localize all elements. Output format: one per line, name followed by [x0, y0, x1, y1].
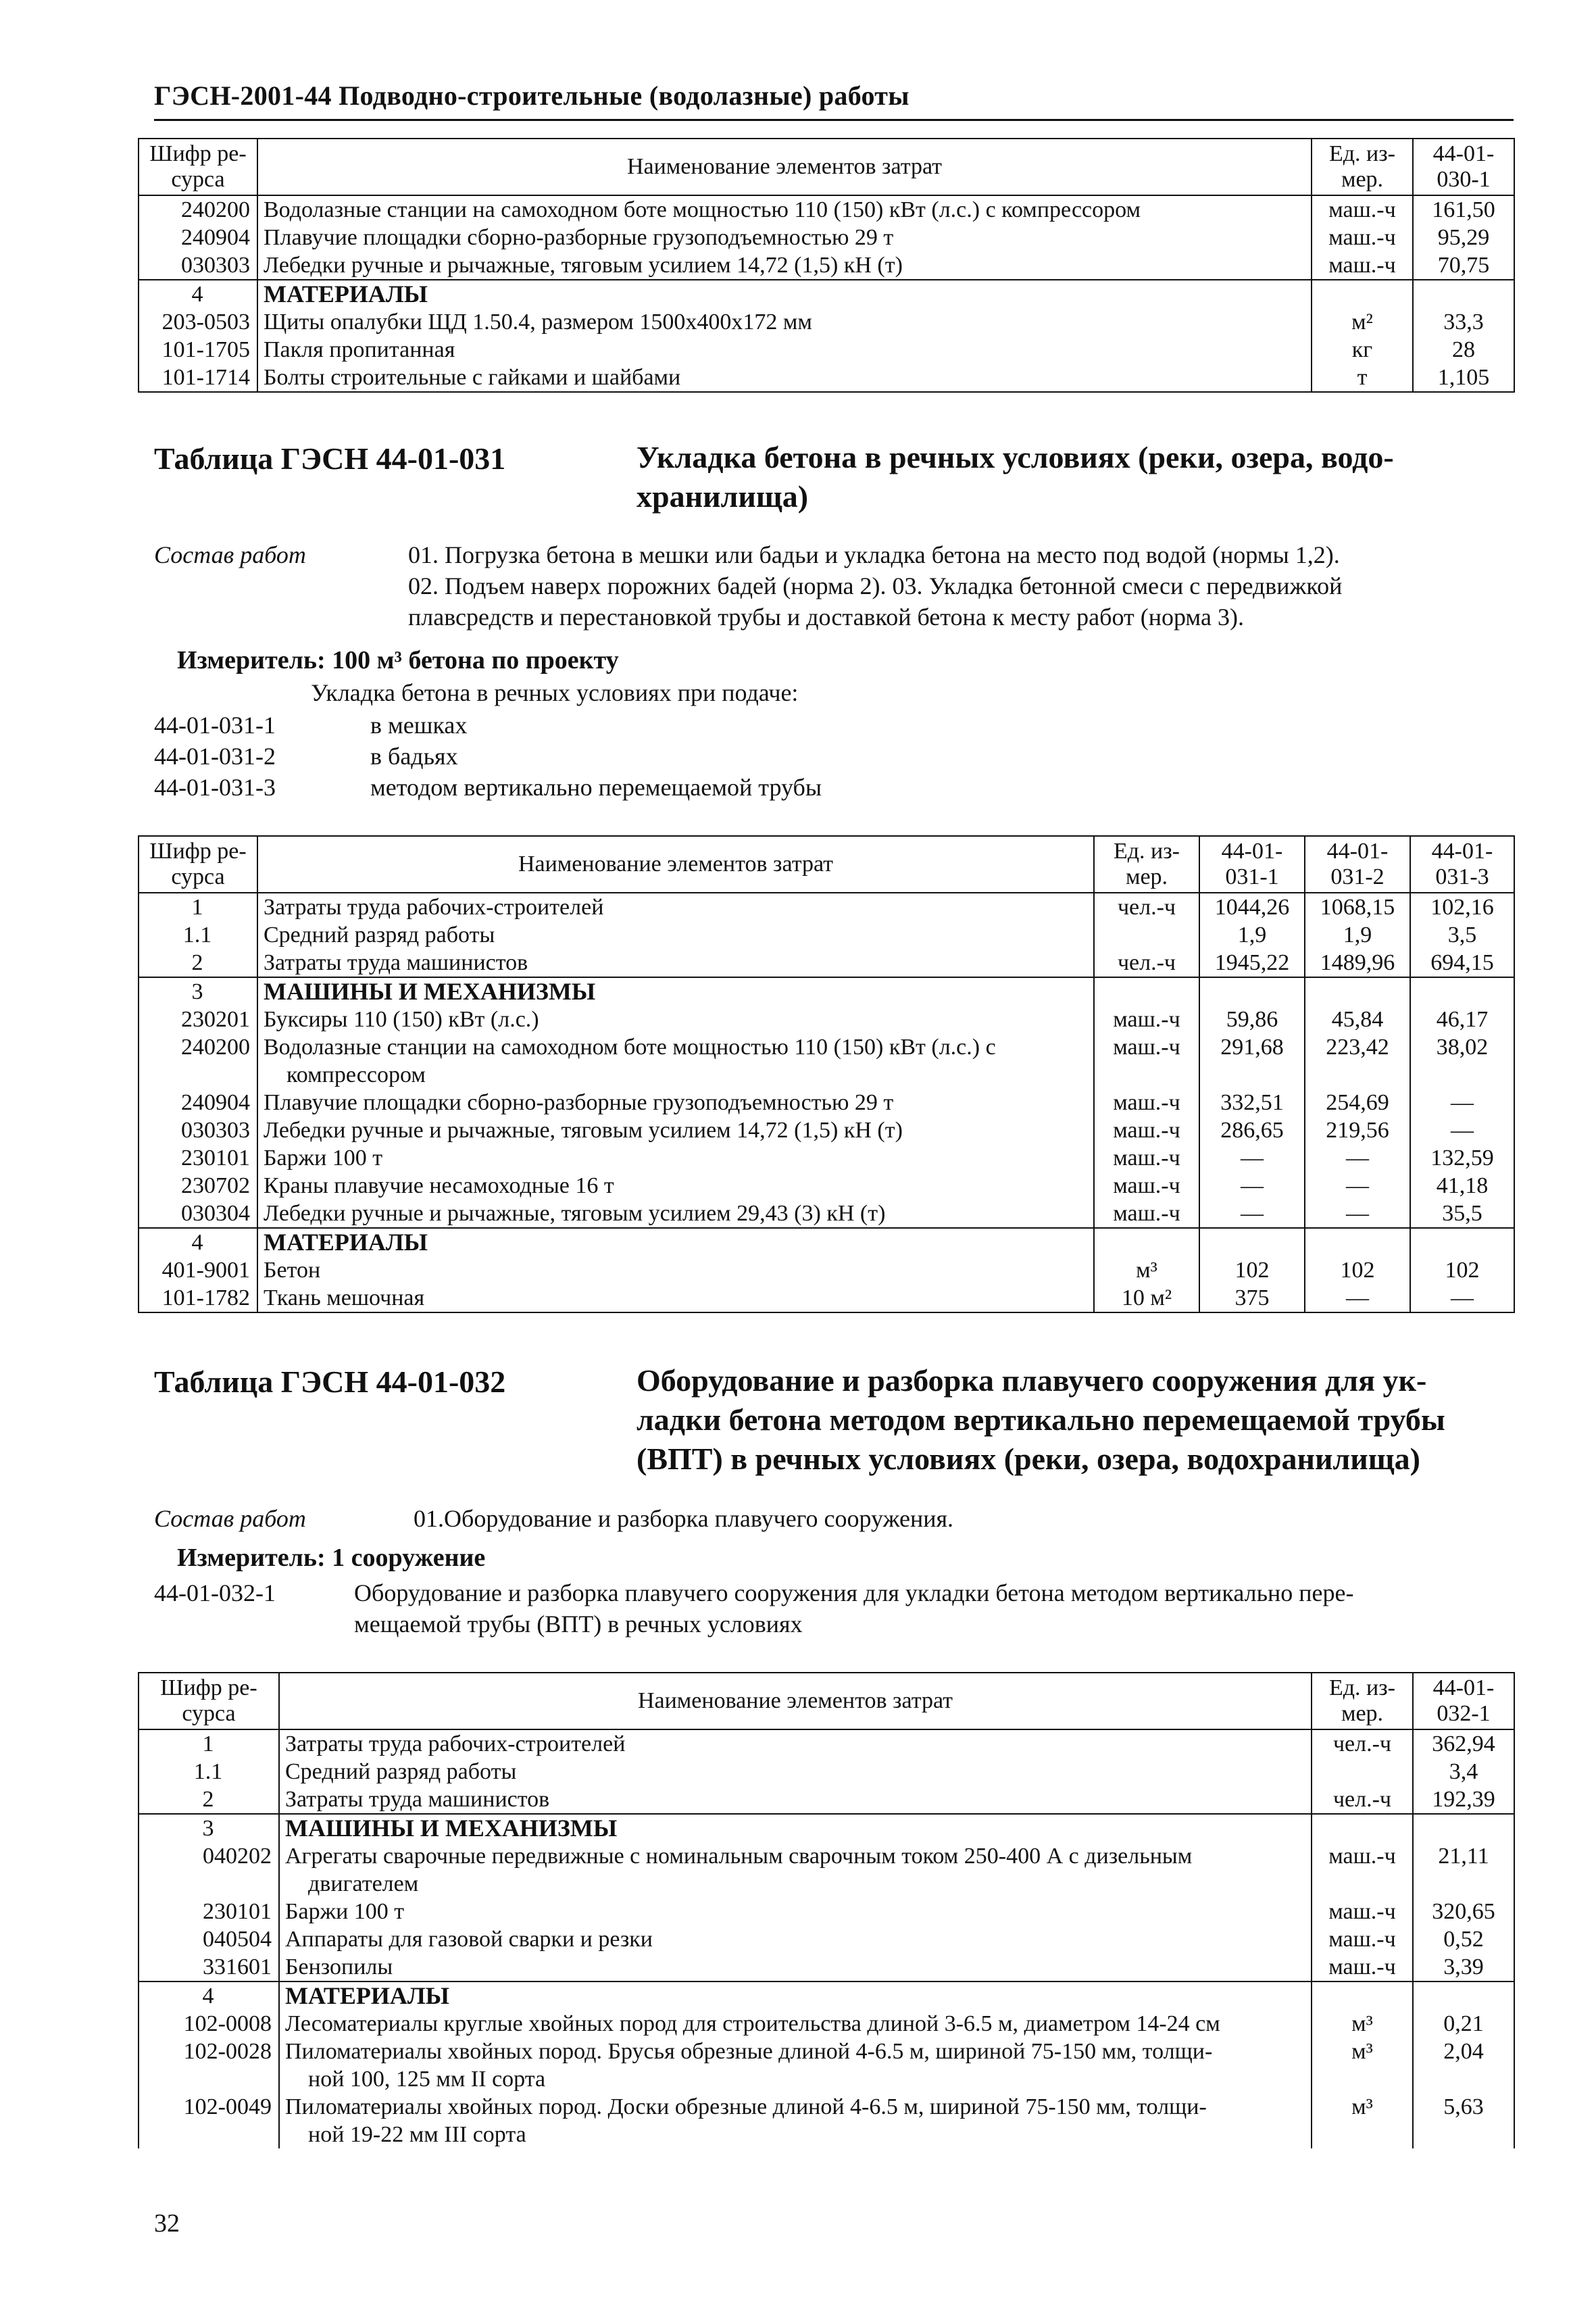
resource-name: [279, 1842, 1312, 1898]
meter-031: Измеритель: 100 м³ бетона по проекту: [177, 646, 619, 674]
table-row: [139, 1033, 1514, 1089]
item-code: 44-01-031-1: [154, 712, 276, 739]
resource-name: Болты строительные с гайками и шайбами: [257, 364, 1312, 392]
norm-value: 332,51: [1199, 1089, 1305, 1116]
norm-value: 21,11: [1413, 1842, 1514, 1898]
norm-value: 1,9: [1199, 921, 1305, 949]
resource-name: Буксиры 110 (150) кВт (л.с.): [257, 1006, 1094, 1033]
resource-unit: маш.-ч: [1312, 251, 1413, 280]
item-code: 44-01-032-1: [154, 1579, 276, 1606]
norm-value: 1068,15: [1305, 893, 1410, 921]
table-row: [139, 1256, 1514, 1284]
norm-value: 375: [1199, 1284, 1305, 1312]
resource-name: Бетон: [257, 1256, 1094, 1284]
norm-value: 35,5: [1410, 1200, 1514, 1228]
resource-unit: м³: [1094, 1256, 1199, 1284]
norm-value: 3,5: [1410, 921, 1514, 949]
norm-value: 362,94: [1413, 1729, 1514, 1758]
item-description: [354, 1577, 1516, 1640]
resource-name-line: Пиломатериалы хвойных пород. Брусья обрезные длиной 4-6.5 м, шириной 75-150 мм, толщи-: [285, 2039, 1213, 2064]
resource-code: 230201: [139, 1006, 257, 1033]
norm-value: 102: [1199, 1256, 1305, 1284]
empty-cell: [1413, 280, 1514, 308]
table-label-032: Таблица ГЭСН 44-01-032: [154, 1364, 506, 1399]
table-row: [139, 308, 1514, 336]
table-row: [139, 1758, 1514, 1786]
resource-name: Средний разряд работы: [279, 1758, 1312, 1786]
header-unit: Ед. из- мер.: [1312, 1673, 1413, 1729]
empty-cell: [1312, 1981, 1413, 2010]
resource-unit: м³: [1312, 2010, 1413, 2038]
resource-code: 240904: [139, 1089, 257, 1116]
resource-name: Бензопилы: [279, 1953, 1312, 1981]
resource-table-031: [138, 835, 1515, 1313]
norm-value: 3,39: [1413, 1953, 1514, 1981]
table-row: [139, 1729, 1514, 1758]
norm-value: 102: [1410, 1256, 1514, 1284]
resource-unit: т: [1312, 364, 1413, 392]
resource-code: 1: [139, 1729, 279, 1758]
composition-label-031: Состав работ: [154, 541, 306, 568]
resource-name: Затраты труда рабочих-строителей: [279, 1729, 1312, 1758]
resource-name-line: Пиломатериалы хвойных пород. Доски обрезные длиной 4-6.5 м, шириной 75-150 мм, толщи-: [285, 2094, 1207, 2119]
resource-name-continuation: ной 100, 125 мм II сорта: [308, 2067, 546, 2092]
composition-label-032: Состав работ: [154, 1505, 306, 1532]
resource-name: Лебедки ручные и рычажные, тяговым усилием 29,43 (3) кН (т): [257, 1200, 1094, 1228]
header-norm-031-2: 44-01- 031-2: [1305, 836, 1410, 893]
resource-code: 102-0028: [139, 2038, 279, 2093]
resource-code: 2: [139, 949, 257, 977]
table-row: [139, 2038, 1514, 2093]
norm-value: 132,59: [1410, 1144, 1514, 1172]
norm-value: —: [1305, 1284, 1410, 1312]
section-title: МАШИНЫ И МЕХАНИЗМЫ: [279, 1814, 1312, 1842]
item-description-line: Оборудование и разборка плавучего сооружения для укладки бетона методом вертикально пере-: [354, 1579, 1354, 1606]
resource-code: 230101: [139, 1898, 279, 1925]
header-name: Наименование элементов затрат: [257, 836, 1094, 893]
norm-value: —: [1305, 1144, 1410, 1172]
resource-name: Затраты труда рабочих-строителей: [257, 893, 1094, 921]
norm-value: 41,18: [1410, 1172, 1514, 1200]
norm-value: 1489,96: [1305, 949, 1410, 977]
resource-unit: м³: [1312, 2093, 1413, 2148]
norm-value: 5,63: [1413, 2093, 1514, 2148]
norm-value: 70,75: [1413, 251, 1514, 280]
resource-name: Щиты опалубки ЩД 1.50.4, размером 1500х400х172 мм: [257, 308, 1312, 336]
norm-value: —: [1199, 1200, 1305, 1228]
table-row: [139, 1284, 1514, 1312]
norm-value: 46,17: [1410, 1006, 1514, 1033]
resource-code: 102-0049: [139, 2093, 279, 2148]
table-row: [139, 1200, 1514, 1228]
table-row: [139, 949, 1514, 977]
norm-value: —: [1305, 1200, 1410, 1228]
header-code: Шифр ре- сурса: [139, 139, 257, 195]
resource-name: Лебедки ручные и рычажные, тяговым усилием 14,72 (1,5) кН (т): [257, 1116, 1094, 1144]
resource-name: Баржи 100 т: [257, 1144, 1094, 1172]
norm-value: —: [1410, 1116, 1514, 1144]
empty-cell: [1094, 977, 1199, 1006]
empty-cell: [1305, 977, 1410, 1006]
resource-code: 101-1705: [139, 336, 257, 364]
resource-name-continuation: компрессором: [286, 1062, 426, 1087]
section-title: МАТЕРИАЛЫ: [279, 1981, 1312, 2010]
item-text: методом вертикально перемещаемой трубы: [370, 774, 822, 801]
section-row-machines: [139, 977, 1514, 1006]
section-code: 3: [139, 977, 257, 1006]
intro-031: Укладка бетона в речных условиях при подаче:: [311, 679, 799, 706]
table-row: [139, 1172, 1514, 1200]
header-norm-031-1: 44-01- 031-1: [1199, 836, 1305, 893]
section-row-materials: [139, 1981, 1514, 2010]
empty-cell: [1199, 1228, 1305, 1256]
table-row: [139, 336, 1514, 364]
norm-value: —: [1199, 1144, 1305, 1172]
resource-name: Ткань мешочная: [257, 1284, 1094, 1312]
header-code: Шифр ре- сурса: [139, 1673, 279, 1729]
header-code: Шифр ре- сурса: [139, 836, 257, 893]
header-name: Наименование элементов затрат: [257, 139, 1312, 195]
resource-unit: маш.-ч: [1094, 1033, 1199, 1089]
table-row: [139, 364, 1514, 392]
norm-value: 2,04: [1413, 2038, 1514, 2093]
header-norm-030-1: 44-01- 030-1: [1413, 139, 1514, 195]
resource-unit: м³: [1312, 2038, 1413, 2093]
table-row: [139, 1842, 1514, 1898]
norm-value: 0,52: [1413, 1925, 1514, 1953]
empty-cell: [1312, 280, 1413, 308]
norm-value: 694,15: [1410, 949, 1514, 977]
empty-cell: [1305, 1228, 1410, 1256]
meter-032: Измеритель: 1 сооружение: [177, 1544, 486, 1572]
resource-code: 101-1782: [139, 1284, 257, 1312]
table-row: [139, 1144, 1514, 1172]
table-row: [139, 1953, 1514, 1981]
resource-name: Плавучие площадки сборно-разборные грузоподъемностью 29 т: [257, 1089, 1094, 1116]
resource-name: Затраты труда машинистов: [257, 949, 1094, 977]
section-title: МАТЕРИАЛЫ: [257, 1228, 1094, 1256]
resource-code: 203-0503: [139, 308, 257, 336]
resource-code: 1.1: [139, 1758, 279, 1786]
norm-value: 1044,26: [1199, 893, 1305, 921]
resource-unit: маш.-ч: [1312, 1842, 1413, 1898]
resource-code: 230101: [139, 1144, 257, 1172]
header-unit: Ед. из- мер.: [1312, 139, 1413, 195]
empty-cell: [1410, 977, 1514, 1006]
resource-name-line: Агрегаты сварочные передвижные с номинальным сварочным током 250-400 А с дизельным: [285, 1844, 1193, 1869]
header-norm-032-1: 44-01- 032-1: [1413, 1673, 1514, 1729]
table-row: [139, 1006, 1514, 1033]
item-code: 44-01-031-2: [154, 743, 276, 770]
resource-code: 240200: [139, 1033, 257, 1089]
section-row-materials: [139, 280, 1514, 308]
table-row: [139, 1925, 1514, 1953]
resource-code: 040504: [139, 1925, 279, 1953]
norm-value: 33,3: [1413, 308, 1514, 336]
table-row: [139, 1786, 1514, 1814]
resource-name: [257, 1033, 1094, 1089]
resource-unit: маш.-ч: [1094, 1089, 1199, 1116]
table-row: [139, 2010, 1514, 2038]
item-description-line: мещаемой трубы (ВПТ) в речных условиях: [354, 1610, 803, 1638]
norm-value: 286,65: [1199, 1116, 1305, 1144]
norm-value: 192,39: [1413, 1786, 1514, 1814]
empty-cell: [1413, 1981, 1514, 2010]
resource-name: [279, 2093, 1312, 2148]
norm-value: 45,84: [1305, 1006, 1410, 1033]
resource-unit: маш.-ч: [1094, 1144, 1199, 1172]
resource-name: Затраты труда машинистов: [279, 1786, 1312, 1814]
norm-value: 102,16: [1410, 893, 1514, 921]
table-row: [139, 251, 1514, 280]
resource-unit: чел.-ч: [1094, 949, 1199, 977]
table-heading-032: Оборудование и разборка плавучего сооружения для ук- ладки бетона методом вертикально перемещаемой трубы (ВПТ) в речных условиях (реки, озера, водохранилища): [637, 1363, 1445, 1476]
resource-unit: маш.-ч: [1094, 1172, 1199, 1200]
section-code: 4: [139, 1228, 257, 1256]
resource-name: Лебедки ручные и рычажные, тяговым усилием 14,72 (1,5) кН (т): [257, 251, 1312, 280]
norm-value: 102: [1305, 1256, 1410, 1284]
resource-code: 331601: [139, 1953, 279, 1981]
resource-name-continuation: ной 19-22 мм III сорта: [308, 2122, 526, 2147]
resource-name: Пакля пропитанная: [257, 336, 1312, 364]
table-row: [139, 921, 1514, 949]
header-unit: Ед. из- мер.: [1094, 836, 1199, 893]
empty-cell: [1410, 1228, 1514, 1256]
resource-name: Плавучие площадки сборно-разборные грузоподъемностью 29 т: [257, 224, 1312, 251]
header-name: Наименование элементов затрат: [279, 1673, 1312, 1729]
resource-code: 030304: [139, 1200, 257, 1228]
resource-unit: [1312, 1758, 1413, 1786]
resource-code: 2: [139, 1786, 279, 1814]
norm-value: 1,105: [1413, 364, 1514, 392]
norm-value: 3,4: [1413, 1758, 1514, 1786]
table-heading-031: Укладка бетона в речных условиях (реки, озера, водо- хранилища): [637, 440, 1394, 514]
composition-line: 02. Подъем наверх порожних бадей (норма 2). 03. Укладка бетонной смеси с передвижкой: [408, 572, 1343, 599]
resource-name: Водолазные станции на самоходном боте мощностью 110 (150) кВт (л.с.) с компрессором: [257, 195, 1312, 224]
resource-name-line: Водолазные станции на самоходном боте мощностью 110 (150) кВт (л.с.) с: [264, 1035, 996, 1060]
table-row: [139, 224, 1514, 251]
resource-name: Краны плавучие несамоходные 16 т: [257, 1172, 1094, 1200]
norm-value: 291,68: [1199, 1033, 1305, 1089]
norm-value: 1,9: [1305, 921, 1410, 949]
norm-value: —: [1410, 1284, 1514, 1312]
norm-value: —: [1410, 1089, 1514, 1116]
resource-unit: чел.-ч: [1312, 1786, 1413, 1814]
resource-unit: [1094, 921, 1199, 949]
norm-value: 254,69: [1305, 1089, 1410, 1116]
norm-value: 59,86: [1199, 1006, 1305, 1033]
resource-code: 230702: [139, 1172, 257, 1200]
resource-code: 240904: [139, 224, 257, 251]
resource-name: Средний разряд работы: [257, 921, 1094, 949]
composition-text-032: 01.Оборудование и разборка плавучего сооружения.: [414, 1505, 954, 1532]
resource-unit: маш.-ч: [1312, 1898, 1413, 1925]
empty-cell: [1199, 977, 1305, 1006]
norm-value: 0,21: [1413, 2010, 1514, 2038]
resource-table-032: [138, 1672, 1515, 2148]
resource-unit: м²: [1312, 308, 1413, 336]
norm-value: —: [1305, 1172, 1410, 1200]
empty-cell: [1094, 1228, 1199, 1256]
resource-unit: кг: [1312, 336, 1413, 364]
resource-code: 1.1: [139, 921, 257, 949]
norm-value: 95,29: [1413, 224, 1514, 251]
resource-code: 240200: [139, 195, 257, 224]
resource-unit: 10 м²: [1094, 1284, 1199, 1312]
section-code: 4: [139, 280, 257, 308]
resource-code: 040202: [139, 1842, 279, 1898]
item-text: в бадьях: [370, 743, 458, 770]
norm-value: 28: [1413, 336, 1514, 364]
norm-value: 38,02: [1410, 1033, 1514, 1089]
resource-unit: маш.-ч: [1094, 1006, 1199, 1033]
norm-value: 219,56: [1305, 1116, 1410, 1144]
resource-unit: маш.-ч: [1312, 1925, 1413, 1953]
resource-code: 401-9001: [139, 1256, 257, 1284]
composition-line: плавсредств и перестановкой трубы и доставкой бетона к месту работ (норма 3).: [408, 604, 1244, 631]
section-code: 4: [139, 1981, 279, 2010]
norm-value: 320,65: [1413, 1898, 1514, 1925]
resource-code: 030303: [139, 251, 257, 280]
empty-cell: [1413, 1814, 1514, 1842]
section-title: МАШИНЫ И МЕХАНИЗМЫ: [257, 977, 1094, 1006]
resource-unit: маш.-ч: [1094, 1116, 1199, 1144]
resource-code: 101-1714: [139, 364, 257, 392]
resource-unit: чел.-ч: [1094, 893, 1199, 921]
table-row: [139, 195, 1514, 224]
norm-value: 223,42: [1305, 1033, 1410, 1089]
resource-name: Аппараты для газовой сварки и резки: [279, 1925, 1312, 1953]
resource-name: Лесоматериалы круглые хвойных пород для строительства длиной 3-6.5 м, диаметром 14-24 см: [279, 2010, 1312, 2038]
section-row-machines: [139, 1814, 1514, 1842]
resource-unit: маш.-ч: [1094, 1200, 1199, 1228]
resource-name: [279, 2038, 1312, 2093]
resource-code: 102-0008: [139, 2010, 279, 2038]
resource-unit: маш.-ч: [1312, 195, 1413, 224]
header-norm-031-3: 44-01- 031-3: [1410, 836, 1514, 893]
table-row: [139, 2093, 1514, 2148]
table-row: [139, 893, 1514, 921]
resource-name: Баржи 100 т: [279, 1898, 1312, 1925]
item-code: 44-01-031-3: [154, 774, 276, 801]
norm-value: 161,50: [1413, 195, 1514, 224]
resource-name-continuation: двигателем: [308, 1871, 419, 1896]
norm-value: —: [1199, 1172, 1305, 1200]
table-row: [139, 1898, 1514, 1925]
section-title: МАТЕРИАЛЫ: [257, 280, 1312, 308]
resource-unit: маш.-ч: [1312, 1953, 1413, 1981]
resource-code: 1: [139, 893, 257, 921]
running-head: ГЭСН-2001-44 Подводно-строительные (водолазные) работы: [154, 80, 909, 111]
empty-cell: [1312, 1814, 1413, 1842]
resource-code: 030303: [139, 1116, 257, 1144]
page-number: 32: [154, 2209, 180, 2238]
composition-line: 01. Погрузка бетона в мешки или бадьи и укладка бетона на место под водой (нормы 1,2).: [408, 541, 1340, 568]
table-label-031: Таблица ГЭСН 44-01-031: [154, 441, 506, 476]
composition-text-031: [408, 539, 1516, 633]
section-row-materials: [139, 1228, 1514, 1256]
section-code: 3: [139, 1814, 279, 1842]
item-text: в мешках: [370, 712, 468, 739]
table-row: [139, 1089, 1514, 1116]
resource-table-030: [138, 138, 1515, 393]
resource-unit: маш.-ч: [1312, 224, 1413, 251]
header-rule: [154, 119, 1514, 121]
norm-value: 1945,22: [1199, 949, 1305, 977]
table-row: [139, 1116, 1514, 1144]
resource-unit: чел.-ч: [1312, 1729, 1413, 1758]
